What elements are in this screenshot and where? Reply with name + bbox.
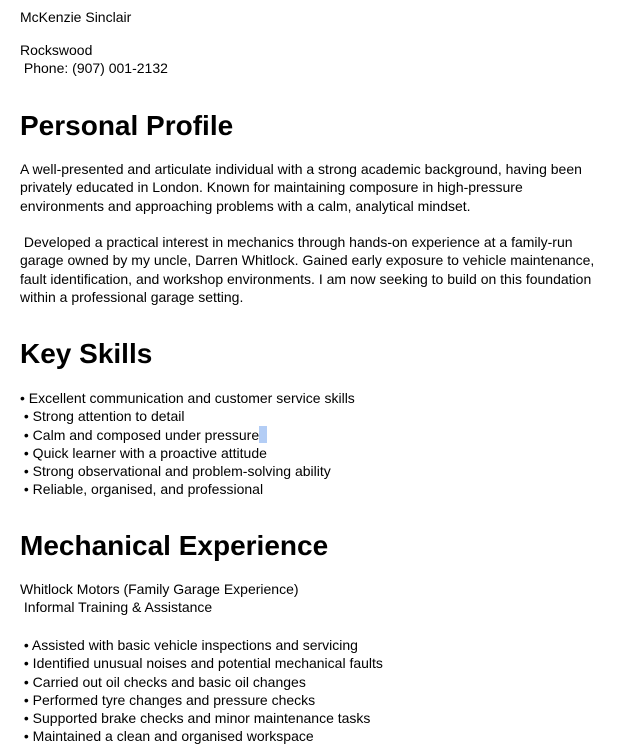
list-item: • Excellent communication and customer service skills — [20, 390, 355, 406]
list-item: • Strong attention to detail — [20, 408, 185, 425]
list-item: • Identified unusual noises and potential mechanical faults — [20, 655, 383, 672]
experience-employer: Whitlock Motors (Family Garage Experience) — [20, 581, 299, 597]
key-skills-list — [20, 389, 355, 499]
list-item: • Supported brake checks and minor maintenance tasks — [20, 710, 371, 727]
profile-paragraph-2: Developed a practical interest in mechanics through hands-on experience at a family-run garage owned by my uncle, Darren Whitlock. Gained early exposure to vehicle maintenance, fault identification, and workshop environments. I am now seeking to build on this foundation within a professional garage setting. — [20, 234, 599, 305]
list-item: • Quick learner with a proactive attitude — [20, 444, 267, 461]
applicant-town: Rockswood — [20, 42, 93, 58]
experience-list — [20, 636, 383, 746]
list-item: • Performed tyre changes and pressure checks — [20, 691, 316, 708]
list-item — [20, 426, 355, 444]
experience-header — [20, 580, 299, 617]
list-item: • Maintained a clean and organised workspace — [20, 728, 314, 745]
text-selection-highlight — [259, 426, 267, 443]
key-skills-heading: Key Skills — [20, 338, 153, 369]
mechanical-experience-heading: Mechanical Experience — [20, 530, 329, 561]
experience-role: Informal Training & Assistance — [20, 599, 213, 616]
applicant-phone: Phone: (907) 001-2132 — [20, 60, 168, 76]
profile-paragraph-1: A well-presented and articulate individual with a strong academic background, having been privately educated in London. Known for maintaining composure in high-pressure environments and approaching problems with a calm, analytical mindset. — [20, 161, 586, 214]
personal-profile-heading: Personal Profile — [20, 110, 234, 141]
list-item: • Assisted with basic vehicle inspections and servicing — [20, 637, 358, 653]
list-item: • Strong observational and problem-solving ability — [20, 463, 331, 480]
list-item: • Carried out oil checks and basic oil changes — [20, 673, 306, 690]
list-item: • Reliable, organised, and professional — [20, 481, 264, 498]
list-item-text: • Calm and composed under pressure — [20, 426, 260, 443]
applicant-name: McKenzie Sinclair — [20, 9, 132, 25]
